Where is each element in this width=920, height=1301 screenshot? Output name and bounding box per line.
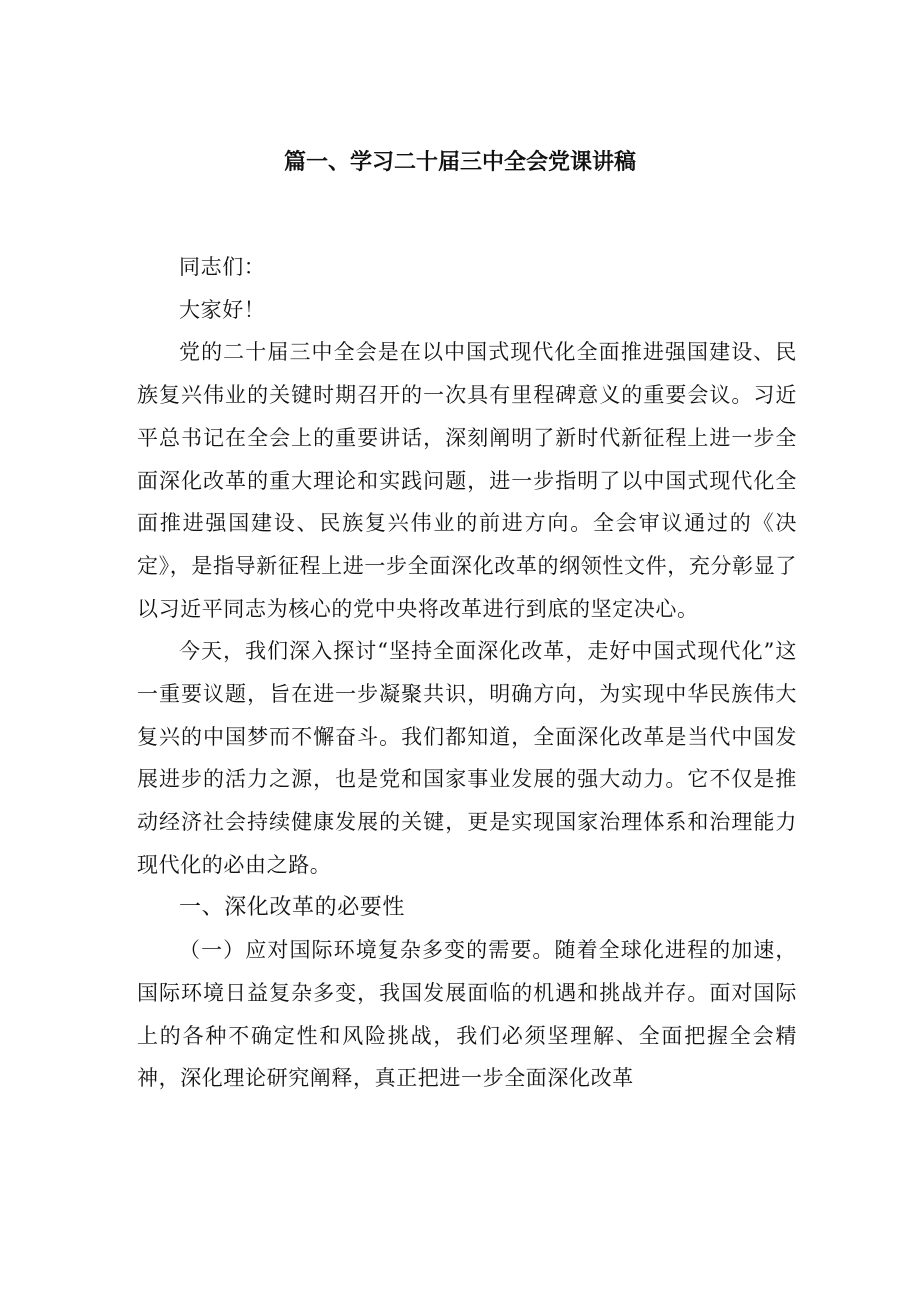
salutation: 同志们： (179, 255, 266, 279)
document-body (137, 246, 797, 1100)
document-title: 篇一、学习二十届三中全会党课讲稿 (283, 150, 636, 175)
section-heading: 一、深化改革的必要性 (179, 894, 406, 920)
paragraph-topic: 今天，我们深入探讨“坚持全面深化改革，走好中国式现代化”这一重要议题，旨在进一步凝聚共识，明确方向，为实现中华民族伟大复兴的中国梦而不懈奋斗。我们都知道，全面深化改革是当代中国发展进步的活力之源，也是党和国家事业发展的强大动力。它不仅是推动经济社会持续健康发展的关键，更是实现国家治理体系和治理能力现代化的必由之路。 (137, 639, 797, 877)
greeting: 大家好！ (179, 297, 266, 322)
paragraph-intro: 党的二十届三中全会是在以中国式现代化全面推进强国建设、民族复兴伟业的关键时期召开的一次具有里程碑意义的重要会议。习近平总书记在全会上的重要讲话，深刻阐明了新时代新征程上进一步全面深化改革的重大理论和实践问题，进一步指明了以中国式现代化全面推进强国建设、民族复兴伟业的前进方向。全会审议通过的《决定》，是指导新征程上进一步全面深化改革的纲领性文件，充分彰显了以习近平同志为核心的党中央将改革进行到底的坚定决心。 (137, 340, 797, 621)
section-paragraph: （一）应对国际环境复杂多变的需要。随着全球化进程的加速，国际环境日益复杂多变，我国发展面临的机遇和挑战并存。面对国际上的各种不确定性和风险挑战，我们必须坚理解、全面把握全会精神，深化理论研究阐释，真正把进一步全面深化改革 (137, 938, 797, 1091)
